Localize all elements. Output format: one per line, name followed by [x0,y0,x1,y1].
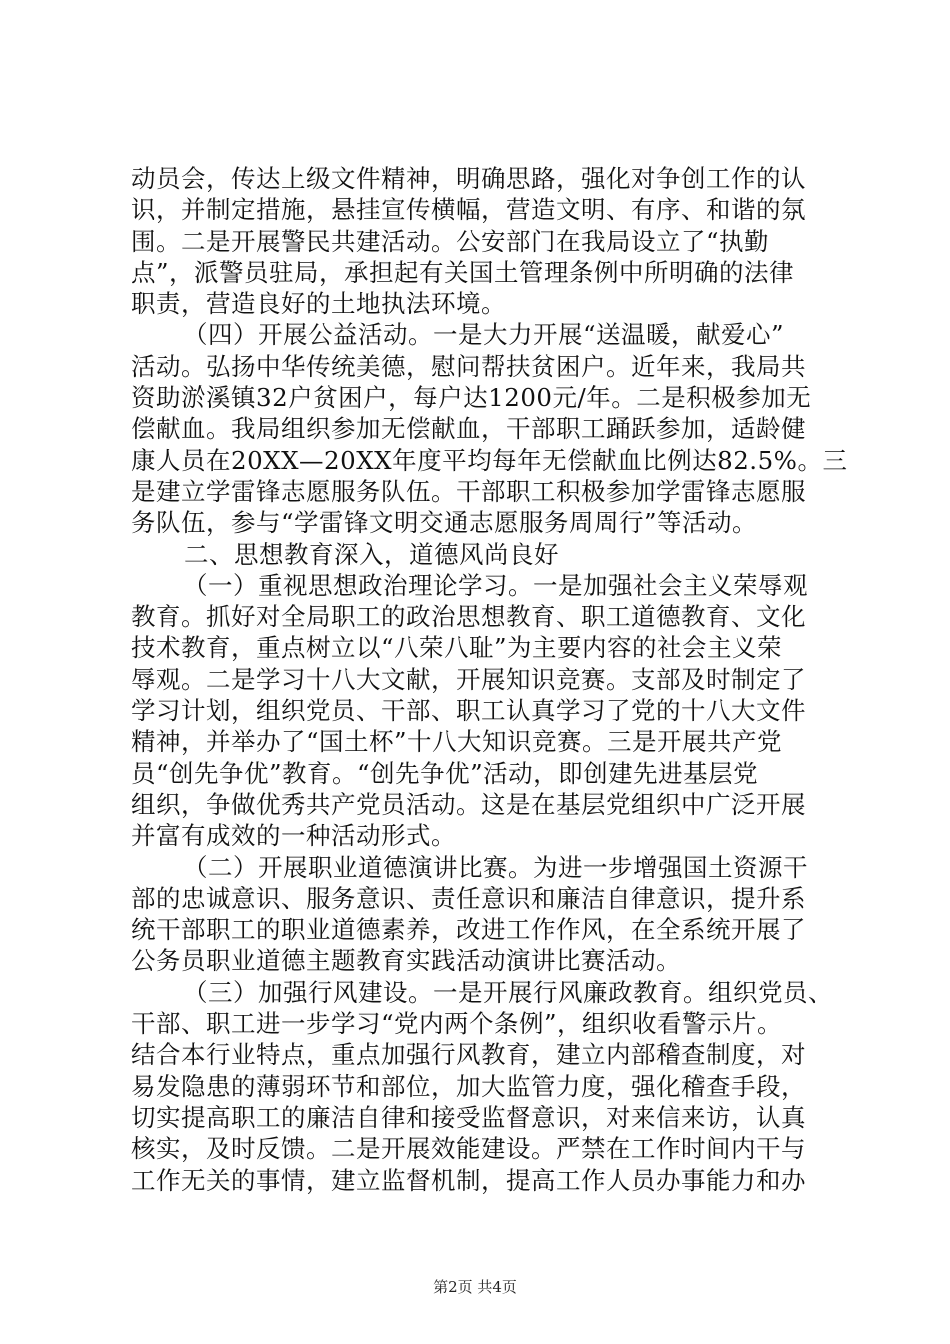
body-text [131,163,848,1196]
text-line: 精神，并举办了“国土杯”十八大知识竞赛。三是开展共产党 [131,727,783,757]
text-line: 辱观。二是学习十八大文献，开展知识竞赛。支部及时制定了 [131,664,806,694]
text-line: 点”，派警员驻局，承担起有关国土管理条例中所明确的法律 [131,257,795,287]
text-line: 偿献血。我局组织参加无偿献血，干部职工踊跃参加，适龄健 [131,414,806,444]
text-line: 结合本行业特点，重点加强行风教育，建立内部稽查制度，对 [131,1040,806,1070]
text-line: 活动。弘扬中华传统美德，慰问帮扶贫困户。近年来，我局共 [131,351,806,381]
text-line: 学习计划，组织党员、干部、职工认真学习了党的十八大文件 [131,696,806,726]
subsection-heading-2: （二）开展职业道德演讲比赛。为进一步增强国土资源干 [183,852,808,882]
text-line: 识，并制定措施，悬挂宣传横幅，营造文明、有序、和谐的氛 [131,195,806,225]
text-line: 统干部职工的职业道德素养，改进工作作风，在全系统开展了 [131,915,806,945]
text-line: 干部、职工进一步学习“党内两个条例”，组织收看警示片。 [131,1009,783,1039]
text-line: 员“创先争优”教育。“创先争优”活动，即创建先进基层党 [131,758,759,788]
text-line: 资助淤溪镇32户贫困户，每户达1200元/年。二是积极参加无 [131,383,812,413]
text-line: 部的忠诚意识、服务意识、责任意识和廉洁自律意识，提升系 [131,883,806,913]
subsection-heading-4: （四）开展公益活动。一是大力开展“送温暖，献爱心” [183,320,785,350]
page-number-label: 第2页 共4页 [433,1278,517,1296]
section-heading-2: 二、思想教育深入，道德风尚良好 [184,539,559,569]
text-line: 核实，及时反馈。二是开展效能建设。严禁在工作时间内干与 [131,1134,806,1164]
text-line: 公务员职业道德主题教育实践活动演讲比赛活动。 [131,946,681,976]
text-line: 组织，争做优秀共产党员活动。这是在基层党组织中广泛开展 [131,789,806,819]
text-line: 围。二是开展警民共建活动。公安部门在我局设立了“执勤 [131,226,770,256]
text-line: 职责，营造良好的土地执法环境。 [131,289,506,319]
subsection-heading-3: （三）加强行风建设。一是开展行风廉政教育。组织党员、 [183,977,833,1007]
text-line: 技术教育，重点树立以“八荣八耻”为主要内容的社会主义荣 [131,633,783,663]
text-line: 易发隐患的薄弱环节和部位，加大监管力度，强化稽查手段， [131,1071,806,1101]
subsection-heading-1: （一）重视思想政治理论学习。一是加强社会主义荣辱观 [183,570,808,600]
text-line: 务队伍，参与“学雷锋文明交通志愿服务周周行”等活动。 [131,508,758,538]
text-line: 是建立学雷锋志愿服务队伍。干部职工积极参加学雷锋志愿服 [131,476,806,506]
text-line: 工作无关的事情，建立监督机制，提高工作人员办事能力和办 [131,1165,806,1195]
page-footer [0,1277,950,1297]
text-line: 康人员在20XX—20XX年度平均每年无偿献血比例达82.5%。三 [131,445,848,475]
text-line: 切实提高职工的廉洁自律和接受监督意识，对来信来访，认真 [131,1102,806,1132]
text-line: 并富有成效的一种活动形式。 [131,821,456,851]
text-line: 教育。抓好对全局职工的政治思想教育、职工道德教育、文化 [131,602,806,632]
text-line: 动员会，传达上级文件精神，明确思路，强化对争创工作的认 [131,164,806,193]
